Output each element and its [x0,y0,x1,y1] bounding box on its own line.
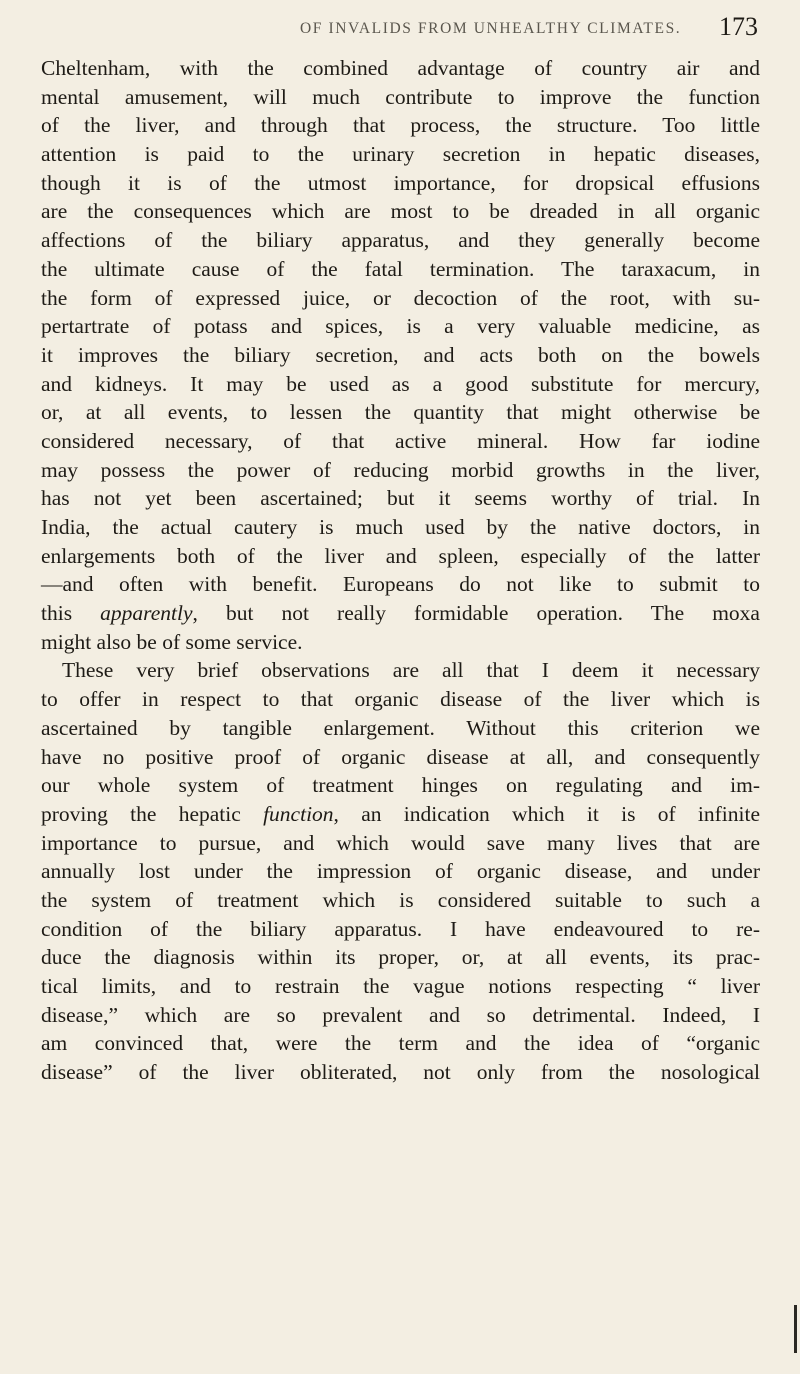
text-line: tical limits, and to restrain the vague notions respecting “ liver [41,974,760,998]
page-number: 173 [719,12,758,41]
page-edge-mark [794,1305,797,1353]
text-run: proving the hepatic [41,801,264,826]
text-run: this [41,601,101,626]
text-line: ascertained by tangible enlargement. Without this criterion we [41,715,760,740]
emphasized-word: function [263,801,334,826]
running-title: OF INVALIDS FROM UNHEALTHY CLIMATES. [300,20,682,37]
text-line: pertartrate of potass and spices, is a very valuable medicine, as [41,314,760,339]
text-line [41,800,760,829]
text-line: Cheltenham, with the combined advantage of country air and [41,56,760,80]
text-line: attention is paid to the urinary secretion in hepatic diseases, [41,142,760,167]
text-line: annually lost under the impression of organic disease, and under [41,859,760,884]
text-line: of the liver, and through that process, the structure. Too little [41,113,760,138]
text-line: it improves the biliary secretion, and acts both on the bowels [41,342,760,367]
text-line: have no positive proof of organic disease at all, and consequently [41,744,760,769]
text-line: condition of the biliary apparatus. I have endeavoured to re- [41,916,760,941]
text-line: are the consequences which are most to be dreaded in all organic [41,199,760,224]
text-line [41,599,760,628]
body-text [41,54,760,1087]
text-line: disease” of the liver obliterated, not only from the nosological [41,1060,760,1085]
text-line: though it is of the utmost importance, for dropsical effusions [41,170,760,195]
text-run: , an indication which it is of infinite [333,801,760,826]
text-line: enlargements both of the liver and spleen, especially of the latter [41,543,760,568]
paragraph-end-line: might also be of some service. [41,629,303,654]
text-line: or, at all events, to lessen the quantity that might otherwise be [41,400,760,425]
text-line: —and often with benefit. Europeans do not like to submit to [41,572,760,597]
text-line: considered necessary, of that active mineral. How far iodine [41,428,760,453]
text-line: to offer in respect to that organic disease of the liver which is [41,687,760,712]
emphasized-word: apparently [100,601,193,626]
running-head [0,8,758,48]
text-line: duce the diagnosis within its proper, or, at all events, its prac- [41,945,760,970]
text-line: importance to pursue, and which would save many lives that are [41,830,760,855]
text-line: may possess the power of reducing morbid growths in the liver, [41,457,760,482]
text-line: am convinced that, were the term and the idea of “organic [41,1031,760,1056]
text-line: our whole system of treatment hinges on regulating and im- [41,773,760,798]
text-line: India, the actual cautery is much used by the native doctors, in [41,515,760,539]
text-line: disease,” which are so prevalent and so detrimental. Indeed, I [41,1002,760,1027]
text-line: the system of treatment which is considered suitable to such a [41,887,760,912]
paragraph-start-line: These very brief observations are all that I deem it necessary [62,658,760,683]
text-line: the form of expressed juice, or decoction of the root, with su- [41,285,760,310]
text-run: , but not really formidable operation. The moxa [192,601,760,626]
text-line: and kidneys. It may be used as a good substitute for mercury, [41,371,760,396]
text-line: mental amusement, will much contribute to improve the function [41,84,760,109]
text-line: affections of the biliary apparatus, and they generally become [41,228,760,253]
text-line: has not yet been ascertained; but it seems worthy of trial. In [41,486,760,511]
text-line: the ultimate cause of the fatal termination. The taraxacum, in [41,256,760,281]
